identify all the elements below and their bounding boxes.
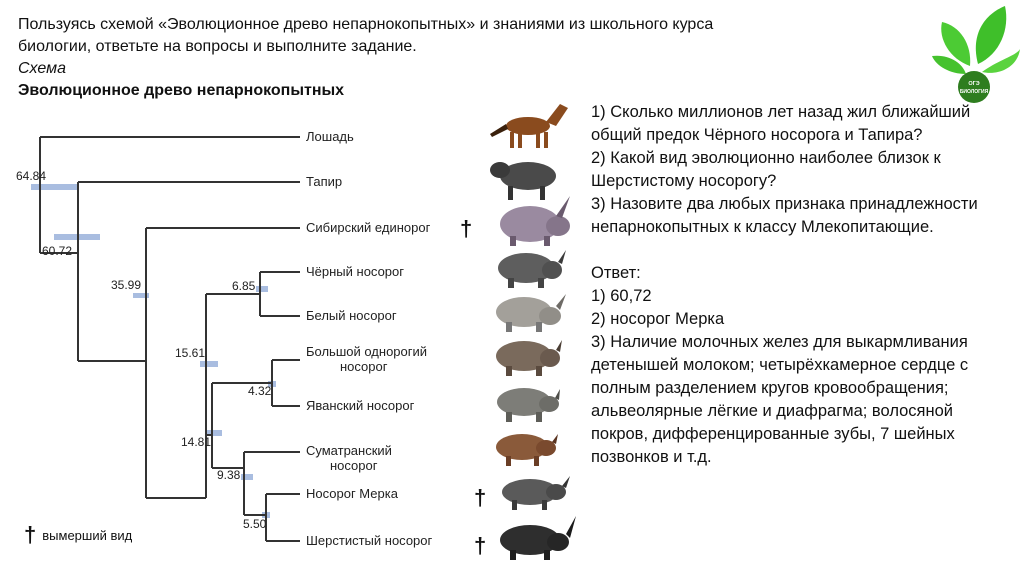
- logo-text-oge: ОГЭ: [968, 81, 980, 87]
- species-label: Белый носорог: [306, 308, 397, 323]
- extinct-markers: [460, 216, 486, 558]
- logo-text-biology: БИОЛОГИЯ: [959, 89, 989, 95]
- white-rhino-image: [496, 294, 566, 332]
- species-label: Большой однорогий: [306, 344, 428, 359]
- species-label: Чёрный носорог: [306, 264, 405, 279]
- node-value: 35.99: [111, 278, 142, 292]
- bar-15-61: [200, 361, 218, 367]
- species-label: Яванский носорог: [306, 398, 415, 413]
- question-1: 1) Сколько миллионов лет назад жил ближайший общий предок Чёрного носорога и Тапира?: [591, 103, 971, 144]
- siberian-unicorn-image: [500, 196, 570, 246]
- question-3: 3) Назовите два любых признака принадлежности непарнокопытных к классу Млекопитающие.: [591, 195, 978, 236]
- dagger-icon: †: [474, 485, 487, 510]
- horse-image: [490, 104, 568, 148]
- species-label: носорог: [340, 359, 388, 374]
- logo-circle: [958, 71, 990, 103]
- black-rhino-image: [498, 250, 566, 288]
- species-label: Лошадь: [306, 129, 354, 144]
- species-label: Тапир: [306, 174, 343, 189]
- legend-label: вымерший вид: [42, 527, 133, 543]
- tree-title: Эволюционное древо непарнокопытных: [18, 82, 345, 99]
- node-value: 4.32: [248, 384, 272, 398]
- node-value: 60.72: [42, 244, 73, 258]
- bar-9-38: [241, 474, 253, 480]
- intro-line-1: Пользуясь схемой «Эволюционное древо непарнокопытных» и знаниями из школьного курса: [18, 16, 714, 33]
- sumatran-rhino-image: [496, 434, 558, 466]
- leaf-icon: [932, 6, 1020, 74]
- node-value: 6.85: [232, 279, 256, 293]
- animal-illustrations: [490, 104, 576, 560]
- species-label: Сибирский единорог: [306, 220, 431, 235]
- answer-1: 1) 60,72: [591, 287, 652, 305]
- indian-rhino-image: [496, 340, 562, 376]
- questions-panel: [591, 101, 1011, 469]
- woolly-rhino-image: [500, 516, 576, 560]
- answer-3: 3) Наличие молочных желез для выкармливания детенышей молоком; четырёхкамерное сердце с полным разделением кругов кровообращения; альвеолярные лёгкие и диафрагма; волосяной покров, дифференцированные зубы, 7 шейных позвонков и т.д.: [591, 333, 969, 466]
- bar-6-85: [256, 286, 268, 292]
- intro-line-2: биологии, ответьте на вопросы и выполните задание.: [18, 38, 417, 55]
- species-labels: [306, 129, 433, 548]
- node-value: 5.50: [243, 517, 267, 531]
- answer-label: Ответ:: [591, 264, 641, 282]
- tapir-image: [490, 162, 556, 200]
- tree-branches: [40, 137, 300, 541]
- node-value: 15.61: [175, 346, 206, 360]
- legend: [24, 524, 132, 546]
- node-value: 9.38: [217, 468, 241, 482]
- dagger-icon: †: [460, 216, 473, 241]
- dagger-icon: †: [24, 522, 37, 547]
- node-value: 64.84: [16, 169, 47, 183]
- javan-rhino-image: [497, 388, 560, 422]
- species-label: носорог: [330, 458, 378, 473]
- node-values: [16, 169, 272, 531]
- species-label: Носорог Мерка: [306, 486, 398, 501]
- oge-biology-logo: [930, 4, 1020, 104]
- node-value: 14.81: [181, 435, 212, 449]
- scheme-label: Схема: [18, 60, 66, 77]
- bar-64-84: [31, 184, 77, 190]
- dagger-icon: †: [474, 533, 487, 558]
- answer-2: 2) носорог Мерка: [591, 310, 725, 328]
- species-label: Суматранский: [306, 443, 392, 458]
- species-label: Шерстистый носорог: [306, 533, 433, 548]
- question-2: 2) Какой вид эволюционно наиболее близок к Шерстистому носорогу?: [591, 149, 941, 190]
- merck-rhino-image: [502, 476, 570, 510]
